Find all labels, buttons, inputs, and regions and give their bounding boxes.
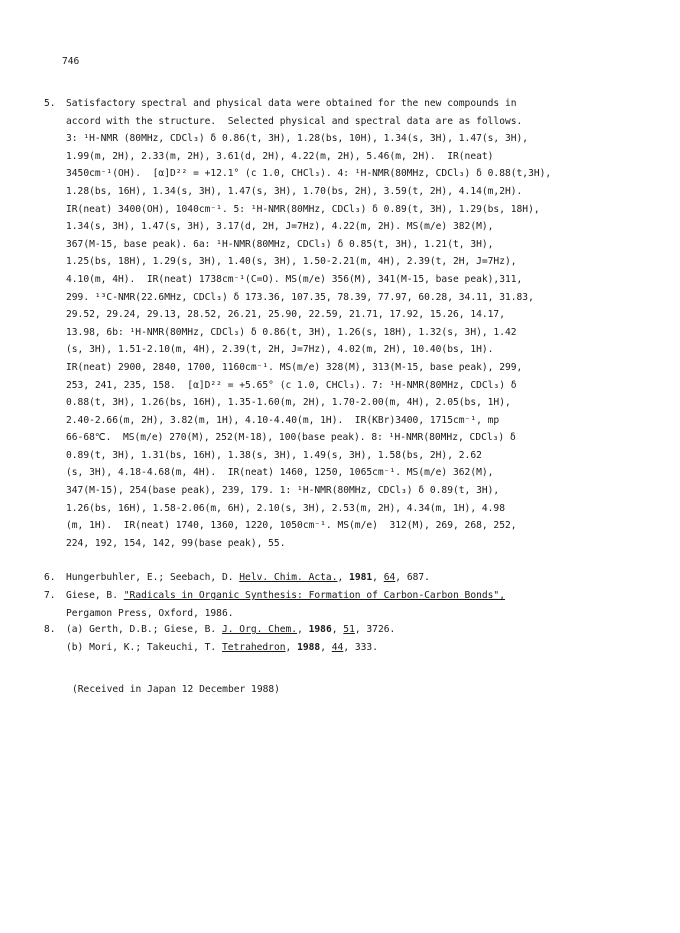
note-number: 5. <box>44 98 56 109</box>
book-title: "Radicals in Organic Synthesis: Formation of Carbon-Carbon Bonds", <box>123 590 505 601</box>
note-line: IR(neat) 2900, 2840, 1700, 1160cm⁻¹. MS(m/e) 328(M), 313(M-15, base peak), 299, <box>66 361 523 373</box>
note-line: 66-68℃. MS(m/e) 270(M), 252(M-18), 100(base peak). 8: ¹H-NMR(80MHz, CDCl₃) δ <box>66 432 516 444</box>
reference-line <box>66 569 646 587</box>
reference-label: (b) <box>66 641 90 653</box>
note-line: 1.99(m, 2H), 2.33(m, 2H), 3.61(d, 2H), 4.22(m, 2H), 5.46(m, 2H). IR(neat) <box>66 150 494 162</box>
separator: , <box>320 641 332 653</box>
reference-label: (a) <box>66 624 90 635</box>
reference-line-a <box>66 621 646 639</box>
note-line: 367(M-15, base peak). 6a: ¹H-NMR(80MHz, CDCl₃) δ 0.85(t, 3H), 1.21(t, 3H), <box>66 238 494 250</box>
note-line: accord with the structure. Selected physical and spectral data are as follows. <box>66 115 523 127</box>
reference-authors: Giese, B. <box>66 590 124 601</box>
received-date: (Received in Japan 12 December 1988) <box>72 684 280 695</box>
note-line: 2.40-2.66(m, 2H), 3.82(m, 1H), 4.10-4.40(m, 1H). IR(KBr)3400, 1715cm⁻¹, mp <box>66 414 500 426</box>
note-line: IR(neat) 3400(OH), 1040cm⁻¹. 5: ¹H-NMR(80MHz, CDCl₃) δ 0.89(t, 3H), 1.29(bs, 18H), <box>66 203 540 215</box>
reference-year: 1986 <box>308 624 332 635</box>
separator: , <box>331 624 344 635</box>
note-line: (s, 3H), 1.51-2.10(m, 4H), 2.39(t, 2H, J=7Hz), 4.02(m, 2H), 10.40(bs, 1H). <box>66 344 494 356</box>
note-line: 347(M-15), 254(base peak), 239, 179. 1: ¹H-NMR(80MHz, CDCl₃) δ 0.89(t, 3H), <box>66 485 500 497</box>
reference-line <box>66 587 646 605</box>
note-line: 13.98, 6b: ¹H-NMR(80MHz, CDCl₃) δ 0.86(t, 3H), 1.26(s, 18H), 1.32(s, 3H), 1.42 <box>66 326 517 338</box>
note-line: 224, 192, 154, 142, 99(base peak), 55. <box>66 537 286 549</box>
reference-line-b <box>66 639 646 657</box>
reference-authors: Hungerbuhler, E.; Seebach, D. <box>66 572 240 583</box>
note-line: 1.25(bs, 18H), 1.29(s, 3H), 1.40(s, 3H), 1.50-2.21(m, 4H), 2.39(t, 2H, J=7Hz), <box>66 256 517 268</box>
page-number: 746 <box>62 56 80 67</box>
note-line: 253, 241, 235, 158. [α]D²² = +5.65° (c 1.0, CHCl₃). 7: ¹H-NMR(80MHz, CDCl₃) δ <box>66 379 517 391</box>
reference-volume: 51 <box>343 624 355 635</box>
separator: , <box>285 641 298 653</box>
reference-pages: , 687. <box>395 572 430 583</box>
note-line: (m, 1H). IR(neat) 1740, 1360, 1220, 1050cm⁻¹. MS(m/e) 312(M), 269, 268, 252, <box>66 520 517 532</box>
separator: , <box>297 624 309 635</box>
note-line: 1.28(bs, 16H), 1.34(s, 3H), 1.47(s, 3H), 1.70(bs, 2H), 3.59(t, 2H), 4.14(m,2H). <box>66 185 523 197</box>
reference-year: 1988 <box>297 641 321 653</box>
reference-publisher: Pergamon Press, Oxford, 1986. <box>66 607 234 619</box>
reference-pages: , 333. <box>343 641 378 653</box>
note-line: (s, 3H), 4.18-4.68(m, 4H). IR(neat) 1460, 1250, 1065cm⁻¹. MS(m/e) 362(M), <box>66 467 494 479</box>
reference-volume: 44 <box>331 641 344 653</box>
note-number: 7. <box>44 590 56 601</box>
note-8-body <box>66 621 646 656</box>
note-6-body <box>66 569 646 587</box>
reference-year: 1981 <box>349 572 373 583</box>
note-number: 8. <box>44 624 56 635</box>
note-line: 4.10(m, 4H). IR(neat) 1738cm⁻¹(C=O). MS(m/e) 356(M), 341(M-15, base peak),311, <box>66 273 523 285</box>
separator: , <box>337 572 350 583</box>
note-line: 29.52, 29.24, 29.13, 28.52, 26.21, 25.90, 22.59, 21.71, 17.92, 15.26, 14.17, <box>66 309 505 321</box>
note-line: 1.26(bs, 16H), 1.58-2.06(m, 6H), 2.10(s, 3H), 2.53(m, 2H), 4.34(m, 1H), 4.98 <box>66 502 505 514</box>
reference-pages: , 3726. <box>354 624 396 635</box>
reference-volume: 64 <box>383 572 396 583</box>
note-line: 0.89(t, 3H), 1.31(bs, 16H), 1.38(s, 3H), 1.49(s, 3H), 1.58(bs, 2H), 2.62 <box>66 449 482 461</box>
reference-authors: Mori, K.; Takeuchi, T. <box>89 641 222 653</box>
note-line: 299. ¹³C-NMR(22.6MHz, CDCl₃) δ 173.36, 107.35, 78.39, 77.97, 60.28, 34.11, 31.83, <box>66 291 534 303</box>
journal-name: J. Org. Chem. <box>221 624 298 635</box>
note-line: 1.34(s, 3H), 1.47(s, 3H), 3.17(d, 2H, J=7Hz), 4.22(m, 2H). MS(m/e) 382(M), <box>66 221 494 233</box>
note-number: 6. <box>44 572 56 583</box>
note-5-body <box>66 95 646 552</box>
journal-name: Helv. Chim. Acta. <box>239 572 338 583</box>
separator: , <box>372 572 384 583</box>
note-line: 3: ¹H-NMR (80MHz, CDCl₃) δ 0.86(t, 3H), 1.28(bs, 10H), 1.34(s, 3H), 1.47(s, 3H), <box>66 133 529 145</box>
note-line: 0.88(t, 3H), 1.26(bs, 16H), 1.35-1.60(m, 2H), 1.70-2.00(m, 4H), 2.05(bs, 1H), <box>66 397 511 409</box>
journal-name: Tetrahedron <box>221 641 286 653</box>
note-line: 3450cm⁻¹(OH). [α]D²² = +12.1° (c 1.0, CHCl₃). 4: ¹H-NMR(80MHz, CDCl₃) δ 0.88(t,3H), <box>66 168 552 180</box>
reference-authors: Gerth, D.B.; Giese, B. <box>89 624 222 635</box>
note-line: Satisfactory spectral and physical data were obtained for the new compounds in <box>66 98 517 109</box>
note-7-body <box>66 587 646 622</box>
